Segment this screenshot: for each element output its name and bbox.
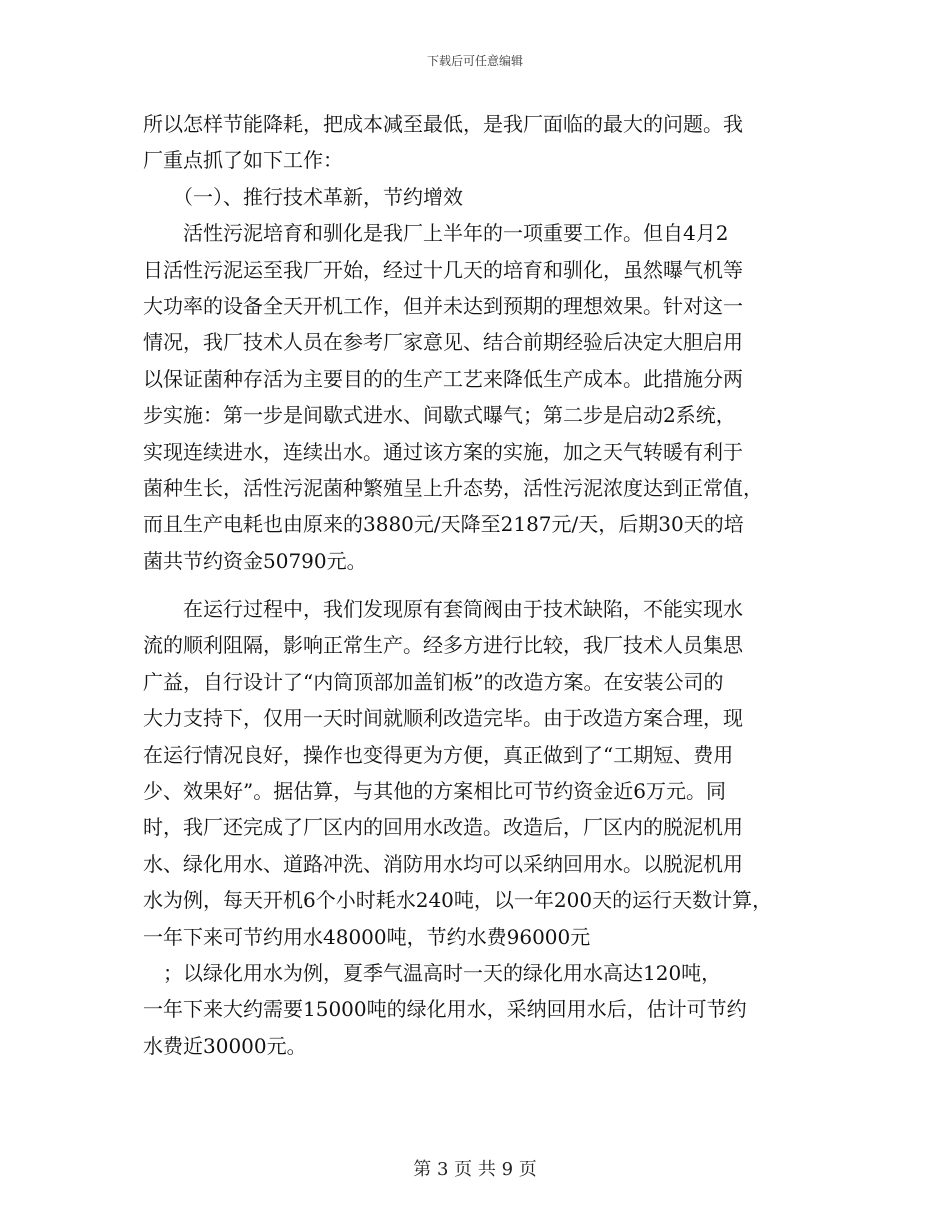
body-line: 日活性污泥运至我厂开始，经过十几天的培育和驯化，虽然曝气机等 xyxy=(143,257,743,282)
body-line: 一年下来可节约用水48000吨，节约水费96000元 xyxy=(143,924,591,949)
document-body xyxy=(143,106,828,1064)
body-line: 水、绿化用水、道路冲洗、消防用水均可以采纳回用水。以脱泥机用 xyxy=(143,851,743,876)
body-line: 广益，自行设计了“内筒顶部加盖钔板”的改造方案。在安装公司的 xyxy=(143,669,724,694)
body-line: 流的顺利阻隔，影响正常生产。经多方进行比较，我厂技术人员集思 xyxy=(143,633,743,658)
body-line: 所以怎样节能降耗，把成本减至最低，是我厂面临的最大的问题。我 xyxy=(143,112,743,136)
body-line: 而且生产电耗也由原来的3880元/天降至2187元/天，后期30天的培 xyxy=(143,512,744,537)
section-heading: （一）、推行技术革新，节约增效 xyxy=(143,184,463,209)
body-line: 菌共节约资金50790元。 xyxy=(143,548,367,573)
body-line: 实现连续进水，连续出水。通过该方案的实施，加之天气转暖有利于 xyxy=(143,439,743,464)
body-line: 少、效果好”。据估算，与其他的方案相比可节约资金近6万元。同 xyxy=(143,779,726,804)
body-line: 步实施：第一步是间歇式进水、间歇式曝气；第二步是启动2系统， xyxy=(143,403,736,428)
body-line: 时，我厂还完成了厂区内的回用水改造。改造后，厂区内的脱泥机用 xyxy=(143,815,743,840)
body-line: ；以绿化用水为例，夏季气温高时一天的绿化用水高达120吨， xyxy=(143,960,722,985)
body-line: 活性污泥培育和驯化是我厂上半年的一项重要工作。但自4月2 xyxy=(143,221,729,246)
body-line: 水为例，每天开机6个小时耗水240吨，以一年200天的运行天数计算， xyxy=(143,888,773,913)
body-line: 菌种生长，活性污泥菌种繁殖呈上升态势，活性污泥浓度达到正常值， xyxy=(143,475,763,500)
body-line: 在运行情况良好，操作也变得更为方便，真正做到了“工期短、费用 xyxy=(143,742,734,767)
body-line: 以保证菌种存活为主要目的的生产工艺来降低生产成本。此措施分两 xyxy=(143,366,743,391)
body-line: 大力支持下，仅用一天时间就顺利改造完毕。由于改造方案合理，现 xyxy=(143,706,743,731)
page-number-footer: 第 3 页 共 9 页 xyxy=(413,1159,537,1180)
body-line: 大功率的设备全天开机工作，但并未达到预期的理想效果。针对这一 xyxy=(143,293,743,318)
body-line: 水费近30000元。 xyxy=(143,1033,307,1058)
page-header: 下载后可任意编辑 xyxy=(426,54,523,68)
body-line: 一年下来大约需要15000吨的绿化用水，采纳回用水后，估计可节约 xyxy=(143,997,747,1022)
body-line: 在运行过程中，我们发现原有套筒阀由于技术缺陷，不能实现水 xyxy=(143,597,743,622)
body-line: 厂重点抓了如下工作： xyxy=(143,148,343,173)
body-line: 情况，我厂技术人员在参考厂家意见、结合前期经验后决定大胆启用 xyxy=(143,330,743,355)
